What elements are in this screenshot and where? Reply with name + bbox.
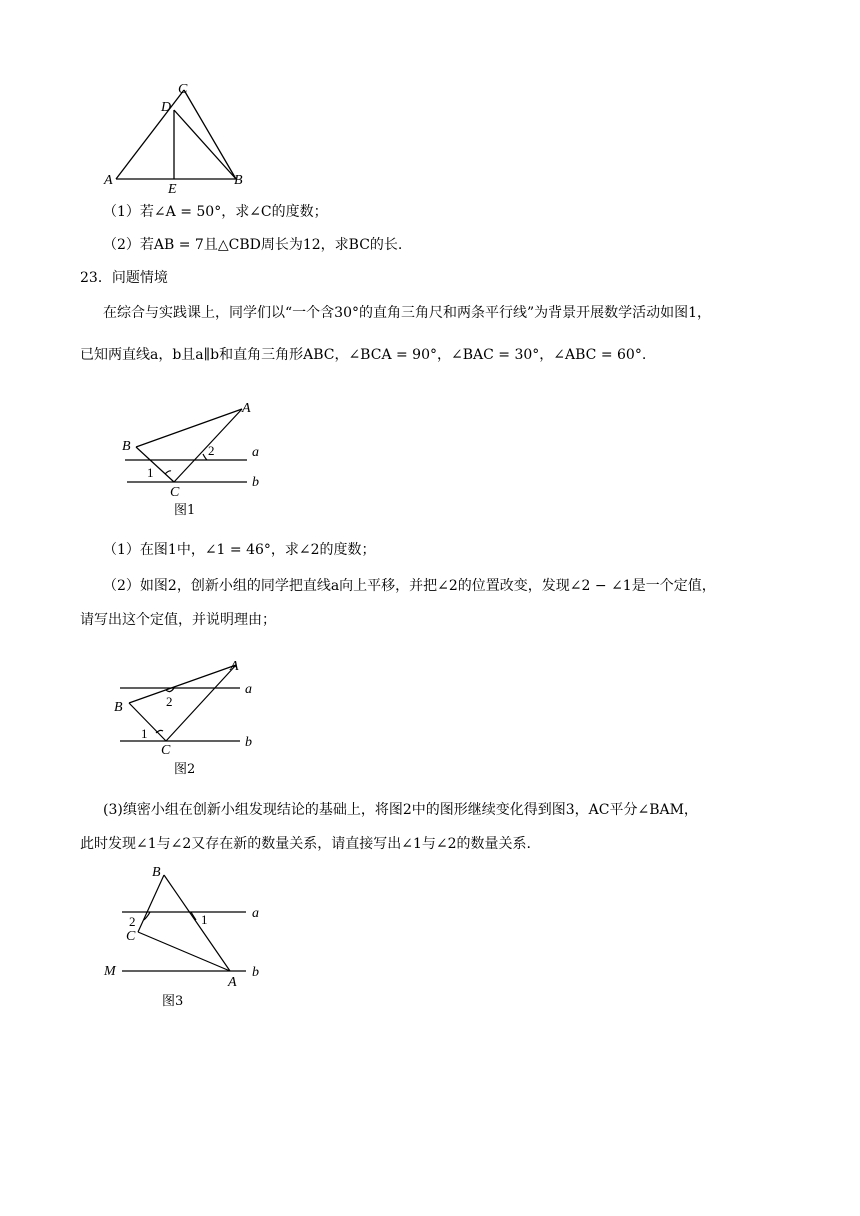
q22-part1: （1）若∠A = 50°，求∠C的度数； — [103, 204, 328, 220]
figure-2 — [108, 656, 268, 778]
segment-db — [174, 110, 236, 179]
label-e: E — [168, 182, 177, 197]
angle-1-arc — [156, 730, 163, 733]
fig1-caption: 图1 — [174, 503, 196, 518]
fig2-label-a-point: A — [230, 659, 239, 674]
q23-intro-line1: 在综合与实践课上，同学们以“一个含30°的直角三角尺和两条平行线”为背景开展数学活动如图1， — [103, 305, 712, 321]
fig2-angle-2: 2 — [166, 694, 173, 709]
label-c: C — [178, 82, 188, 97]
q23-part2-line1: （2）如图2，创新小组的同学把直线a向上平移，并把∠2的位置改变，发现∠2 − ∠1是一个定值， — [103, 578, 716, 594]
label-d: D — [161, 100, 172, 115]
angle-2-arc — [203, 454, 207, 460]
fig2-caption: 图2 — [174, 762, 196, 777]
fig3-caption: 图3 — [162, 994, 184, 1009]
q23-part3-line1: (3)缜密小组在创新小组发现结论的基础上，将图2中的图形继续变化得到图3，AC平分∠BAM， — [103, 802, 698, 818]
q23-part2-line2: 请写出这个定值，并说明理由； — [80, 612, 276, 628]
fig3-label-m-point: M — [104, 964, 116, 979]
fig1-label-a-point: A — [242, 401, 251, 416]
triangle-abc-figure — [100, 80, 260, 195]
fig3-label-b-point: B — [152, 865, 161, 880]
label-b: B — [234, 173, 243, 188]
segment-ca — [166, 665, 236, 741]
fig3-line-a-label: a — [252, 906, 259, 921]
fig1-angle-1: 1 — [147, 465, 154, 480]
label-a: A — [104, 173, 113, 188]
fig3-label-a-point: A — [228, 975, 237, 990]
segment-bc — [136, 447, 174, 482]
segment-bc — [138, 875, 164, 932]
fig3-label-c-point: C — [126, 929, 136, 944]
segment-cb — [184, 90, 236, 179]
fig3-angle-1: 1 — [201, 912, 208, 927]
fig1-label-b-point: B — [122, 439, 131, 454]
fig2-line-a-label: a — [245, 682, 252, 697]
segment-ba — [129, 665, 236, 703]
figure-3 — [100, 860, 270, 1020]
q22-part2: （2）若AB = 7且△CBD周长为12，求BC的长. — [103, 237, 403, 253]
figure-1 — [115, 398, 275, 523]
segment-bc — [129, 703, 166, 741]
q23-heading: 23．问题情境 — [80, 270, 168, 286]
fig2-label-b-point: B — [114, 700, 123, 715]
fig2-line-b-label: b — [245, 735, 252, 750]
fig1-line-b-label: b — [252, 475, 259, 490]
fig1-angle-2: 2 — [208, 443, 215, 458]
q23-part3-line2: 此时发现∠1与∠2又存在新的数量关系，请直接写出∠1与∠2的数量关系. — [80, 836, 531, 852]
fig1-line-a-label: a — [252, 445, 259, 460]
q23-intro-line2: 已知两直线a，b且a∥b和直角三角形ABC，∠BCA = 90°，∠BAC = 30°，∠ABC = 60°. — [80, 347, 647, 363]
angle-1-arc — [165, 471, 171, 474]
fig2-angle-1: 1 — [141, 726, 148, 741]
fig3-angle-2: 2 — [129, 914, 136, 929]
segment-ba — [136, 409, 242, 447]
q23-part1: （1）在图1中，∠1 = 46°，求∠2的度数； — [103, 542, 376, 558]
fig2-label-c-point: C — [161, 743, 171, 758]
fig3-line-b-label: b — [252, 965, 259, 980]
fig1-label-c-point: C — [170, 485, 180, 500]
